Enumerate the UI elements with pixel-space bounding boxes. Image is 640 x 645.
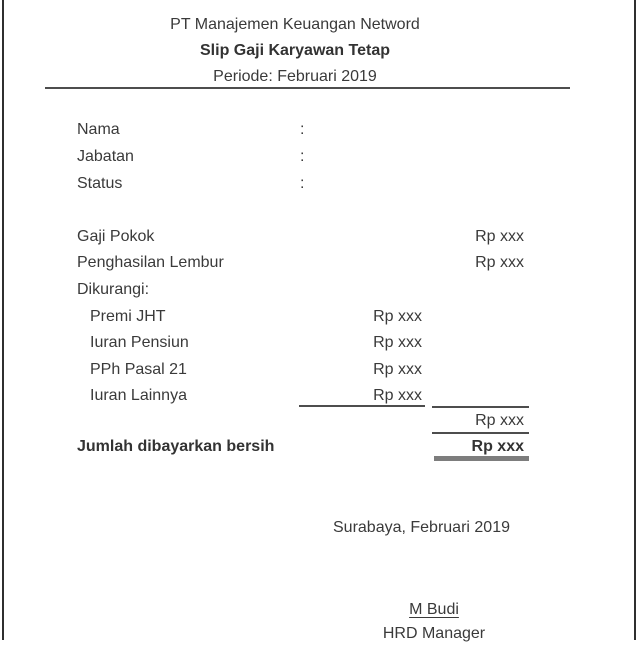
field-label-nama: Nama xyxy=(77,121,120,138)
signer-name: M Budi xyxy=(409,601,459,618)
header-divider xyxy=(45,87,570,89)
totals-column-top-line xyxy=(432,406,529,408)
earning-label-gaji-pokok: Gaji Pokok xyxy=(77,228,155,245)
page-left-edge xyxy=(2,0,4,640)
document-title: Slip Gaji Karyawan Tetap xyxy=(200,42,390,59)
signer-title: HRD Manager xyxy=(382,625,486,642)
deduction-amount-iuran-pensiun: Rp xxx xyxy=(373,334,422,351)
field-colon-nama: : xyxy=(300,121,305,138)
net-pay-bottom-line xyxy=(434,456,529,461)
field-label-jabatan: Jabatan xyxy=(77,148,134,165)
field-colon-status: : xyxy=(300,175,305,192)
earning-amount-penghasilan-lembur: Rp xxx xyxy=(475,254,524,271)
deductions-total-amount: Rp xxx xyxy=(475,412,524,429)
field-colon-jabatan: : xyxy=(300,148,305,165)
net-pay-label: Jumlah dibayarkan bersih xyxy=(77,438,275,455)
field-label-status: Status xyxy=(77,175,123,192)
net-pay-amount: Rp xxx xyxy=(471,438,524,455)
deduction-label-premi-jht: Premi JHT xyxy=(90,308,166,325)
deduction-amount-iuran-lainnya: Rp xxx xyxy=(373,387,422,404)
period-line: Periode: Februari 2019 xyxy=(213,68,377,85)
deduction-amount-premi-jht: Rp xxx xyxy=(373,308,422,325)
place-date-line: Surabaya, Februari 2019 xyxy=(333,519,510,536)
earning-amount-gaji-pokok: Rp xxx xyxy=(475,228,524,245)
deductions-column-sum-line xyxy=(299,405,425,407)
earning-label-penghasilan-lembur: Penghasilan Lembur xyxy=(77,254,224,271)
deductions-heading: Dikurangi: xyxy=(77,281,150,298)
deduction-label-iuran-lainnya: Iuran Lainnya xyxy=(90,387,187,404)
deduction-label-iuran-pensiun: Iuran Pensiun xyxy=(90,334,189,351)
deduction-label-pph-pasal-21: PPh Pasal 21 xyxy=(90,361,187,378)
page-right-edge xyxy=(634,0,636,640)
company-name: PT Manajemen Keuangan Netword xyxy=(170,16,420,33)
deduction-amount-pph-pasal-21: Rp xxx xyxy=(373,361,422,378)
totals-column-mid-line xyxy=(432,432,529,434)
